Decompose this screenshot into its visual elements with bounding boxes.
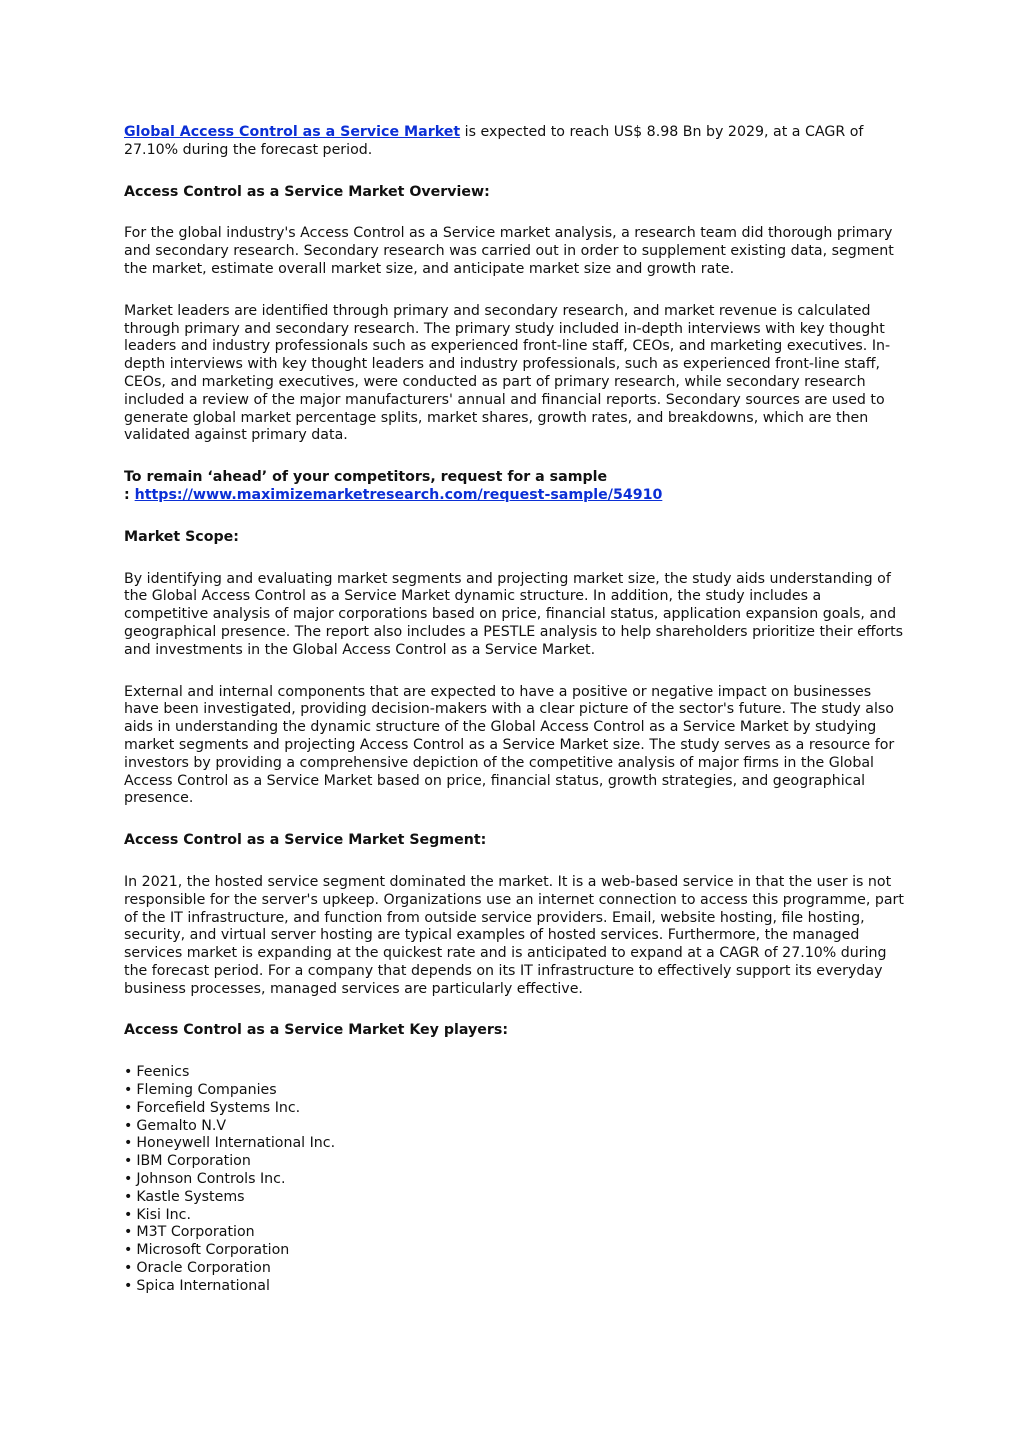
sample-request bbox=[124, 469, 904, 505]
scope-paragraph-1: By identifying and evaluating market segments and projecting market size, the study aids understanding of the Global Access Control as a Service Market dynamic structure. In addition, the study includes a competitive analysis of major corporations based on price, financial status, application expansion goals, and geographical presence. The report also includes a PESTLE analysis to help shareholders prioritize their efforts and investments in the Global Access Control as a Service Market. bbox=[124, 570, 904, 658]
player-name: Fleming Companies bbox=[136, 1082, 277, 1099]
overview-paragraph-2: Market leaders are identified through primary and secondary research, and market revenue is calculated through primary and secondary research. The primary study included in-depth interviews with key thought leaders and industry professionals such as experienced front-line staff, CEOs, and marketing executives. In-depth interviews with key thought leaders and industry professionals, such as experienced front-line staff, CEOs, and marketing executives, were conducted as part of primary research, while secondary research included a review of the major manufacturers' annual and financial reports. Secondary sources are used to generate global market percentage splits, market shares, growth rates, and breakdowns, which are then validated against primary data. bbox=[124, 302, 891, 444]
list-item bbox=[124, 1153, 904, 1171]
player-name: Kastle Systems bbox=[136, 1188, 245, 1205]
bullet-icon: • bbox=[124, 1099, 133, 1116]
bullet-icon: • bbox=[124, 1082, 133, 1099]
list-item bbox=[124, 1242, 904, 1260]
bullet-icon: • bbox=[124, 1277, 133, 1294]
list-item bbox=[124, 1260, 904, 1278]
scope-heading: Market Scope: bbox=[124, 528, 239, 545]
segment-heading: Access Control as a Service Market Segment: bbox=[124, 832, 487, 849]
list-item bbox=[124, 1171, 904, 1189]
list-item bbox=[124, 1224, 904, 1242]
list-item bbox=[124, 1189, 904, 1207]
sample-request-text: To remain ‘ahead’ of your competitors, request for a sample bbox=[124, 469, 608, 486]
sample-request-prefix: : bbox=[124, 486, 135, 503]
bullet-icon: • bbox=[124, 1188, 133, 1205]
players-heading: Access Control as a Service Market Key players: bbox=[124, 1022, 509, 1039]
player-name: M3T Corporation bbox=[136, 1224, 255, 1241]
bullet-icon: • bbox=[124, 1064, 133, 1081]
document-page bbox=[124, 124, 904, 1296]
bullet-icon: • bbox=[124, 1206, 133, 1223]
bullet-icon: • bbox=[124, 1171, 133, 1188]
player-name: Forcefield Systems Inc. bbox=[136, 1099, 301, 1116]
bullet-icon: • bbox=[124, 1117, 133, 1134]
player-name: Oracle Corporation bbox=[136, 1260, 271, 1277]
scope-paragraph-2: External and internal components that are expected to have a positive or negative impact on businesses have been investigated, providing decision-makers with a clear picture of the sector's future. The study also aids in understanding the dynamic structure of the Global Access Control as a Service Market by studying market segments and projecting Access Control as a Service Market size. The study serves as a resource for investors by providing a comprehensive depiction of the competitive analysis of major firms in the Global Access Control as a Service Market based on price, financial status, growth strategies, and geographical presence. bbox=[124, 683, 895, 807]
list-item bbox=[124, 1118, 904, 1136]
list-item bbox=[124, 1064, 904, 1082]
overview-paragraph-1: For the global industry's Access Control as a Service market analysis, a research team did thorough primary and secondary research. Secondary research was carried out in order to supplement existing data, segment the market, estimate overall market size, and anticipate market size and growth rate. bbox=[124, 225, 894, 277]
list-item bbox=[124, 1100, 904, 1118]
overview-heading: Access Control as a Service Market Overview: bbox=[124, 183, 490, 200]
list-item bbox=[124, 1082, 904, 1100]
bullet-icon: • bbox=[124, 1260, 133, 1277]
bullet-icon: • bbox=[124, 1242, 133, 1259]
player-name: Kisi Inc. bbox=[136, 1206, 191, 1223]
segment-paragraph-1: In 2021, the hosted service segment dominated the market. It is a web-based service in that the user is not responsible for the server's upkeep. Organizations use an internet connection to access this programme, part of the IT infrastructure, and function from outside service providers. Email, website hosting, file hosting, security, and virtual server hosting are typical examples of hosted services. Furthermore, the managed services market is expanding at the quickest rate and is anticipated to expand at a CAGR of 27.10% during the forecast period. For a company that depends on its IT infrastructure to effectively support its everyday business processes, managed services are particularly effective. bbox=[124, 873, 904, 997]
bullet-icon: • bbox=[124, 1224, 133, 1241]
player-name: Spica International bbox=[136, 1277, 270, 1294]
list-item bbox=[124, 1135, 904, 1153]
sample-request-link[interactable]: https://www.maximizemarketresearch.com/request-sample/54910 bbox=[134, 486, 663, 503]
player-name: Gemalto N.V bbox=[136, 1117, 227, 1134]
list-item bbox=[124, 1278, 904, 1296]
bullet-icon: • bbox=[124, 1153, 133, 1170]
player-name: Feenics bbox=[136, 1064, 190, 1081]
market-title-link[interactable]: Global Access Control as a Service Market bbox=[124, 124, 461, 140]
player-name: IBM Corporation bbox=[136, 1153, 251, 1170]
player-name: Honeywell International Inc. bbox=[136, 1135, 336, 1152]
intro-paragraph bbox=[124, 124, 904, 160]
bullet-icon: • bbox=[124, 1135, 133, 1152]
players-list bbox=[124, 1064, 904, 1295]
player-name: Microsoft Corporation bbox=[136, 1242, 290, 1259]
player-name: Johnson Controls Inc. bbox=[136, 1171, 286, 1188]
intro-text: is expected to reach US$ 8.98 Bn by 2029, at a CAGR of 27.10% during the forecast period. bbox=[124, 124, 864, 158]
list-item bbox=[124, 1207, 904, 1225]
